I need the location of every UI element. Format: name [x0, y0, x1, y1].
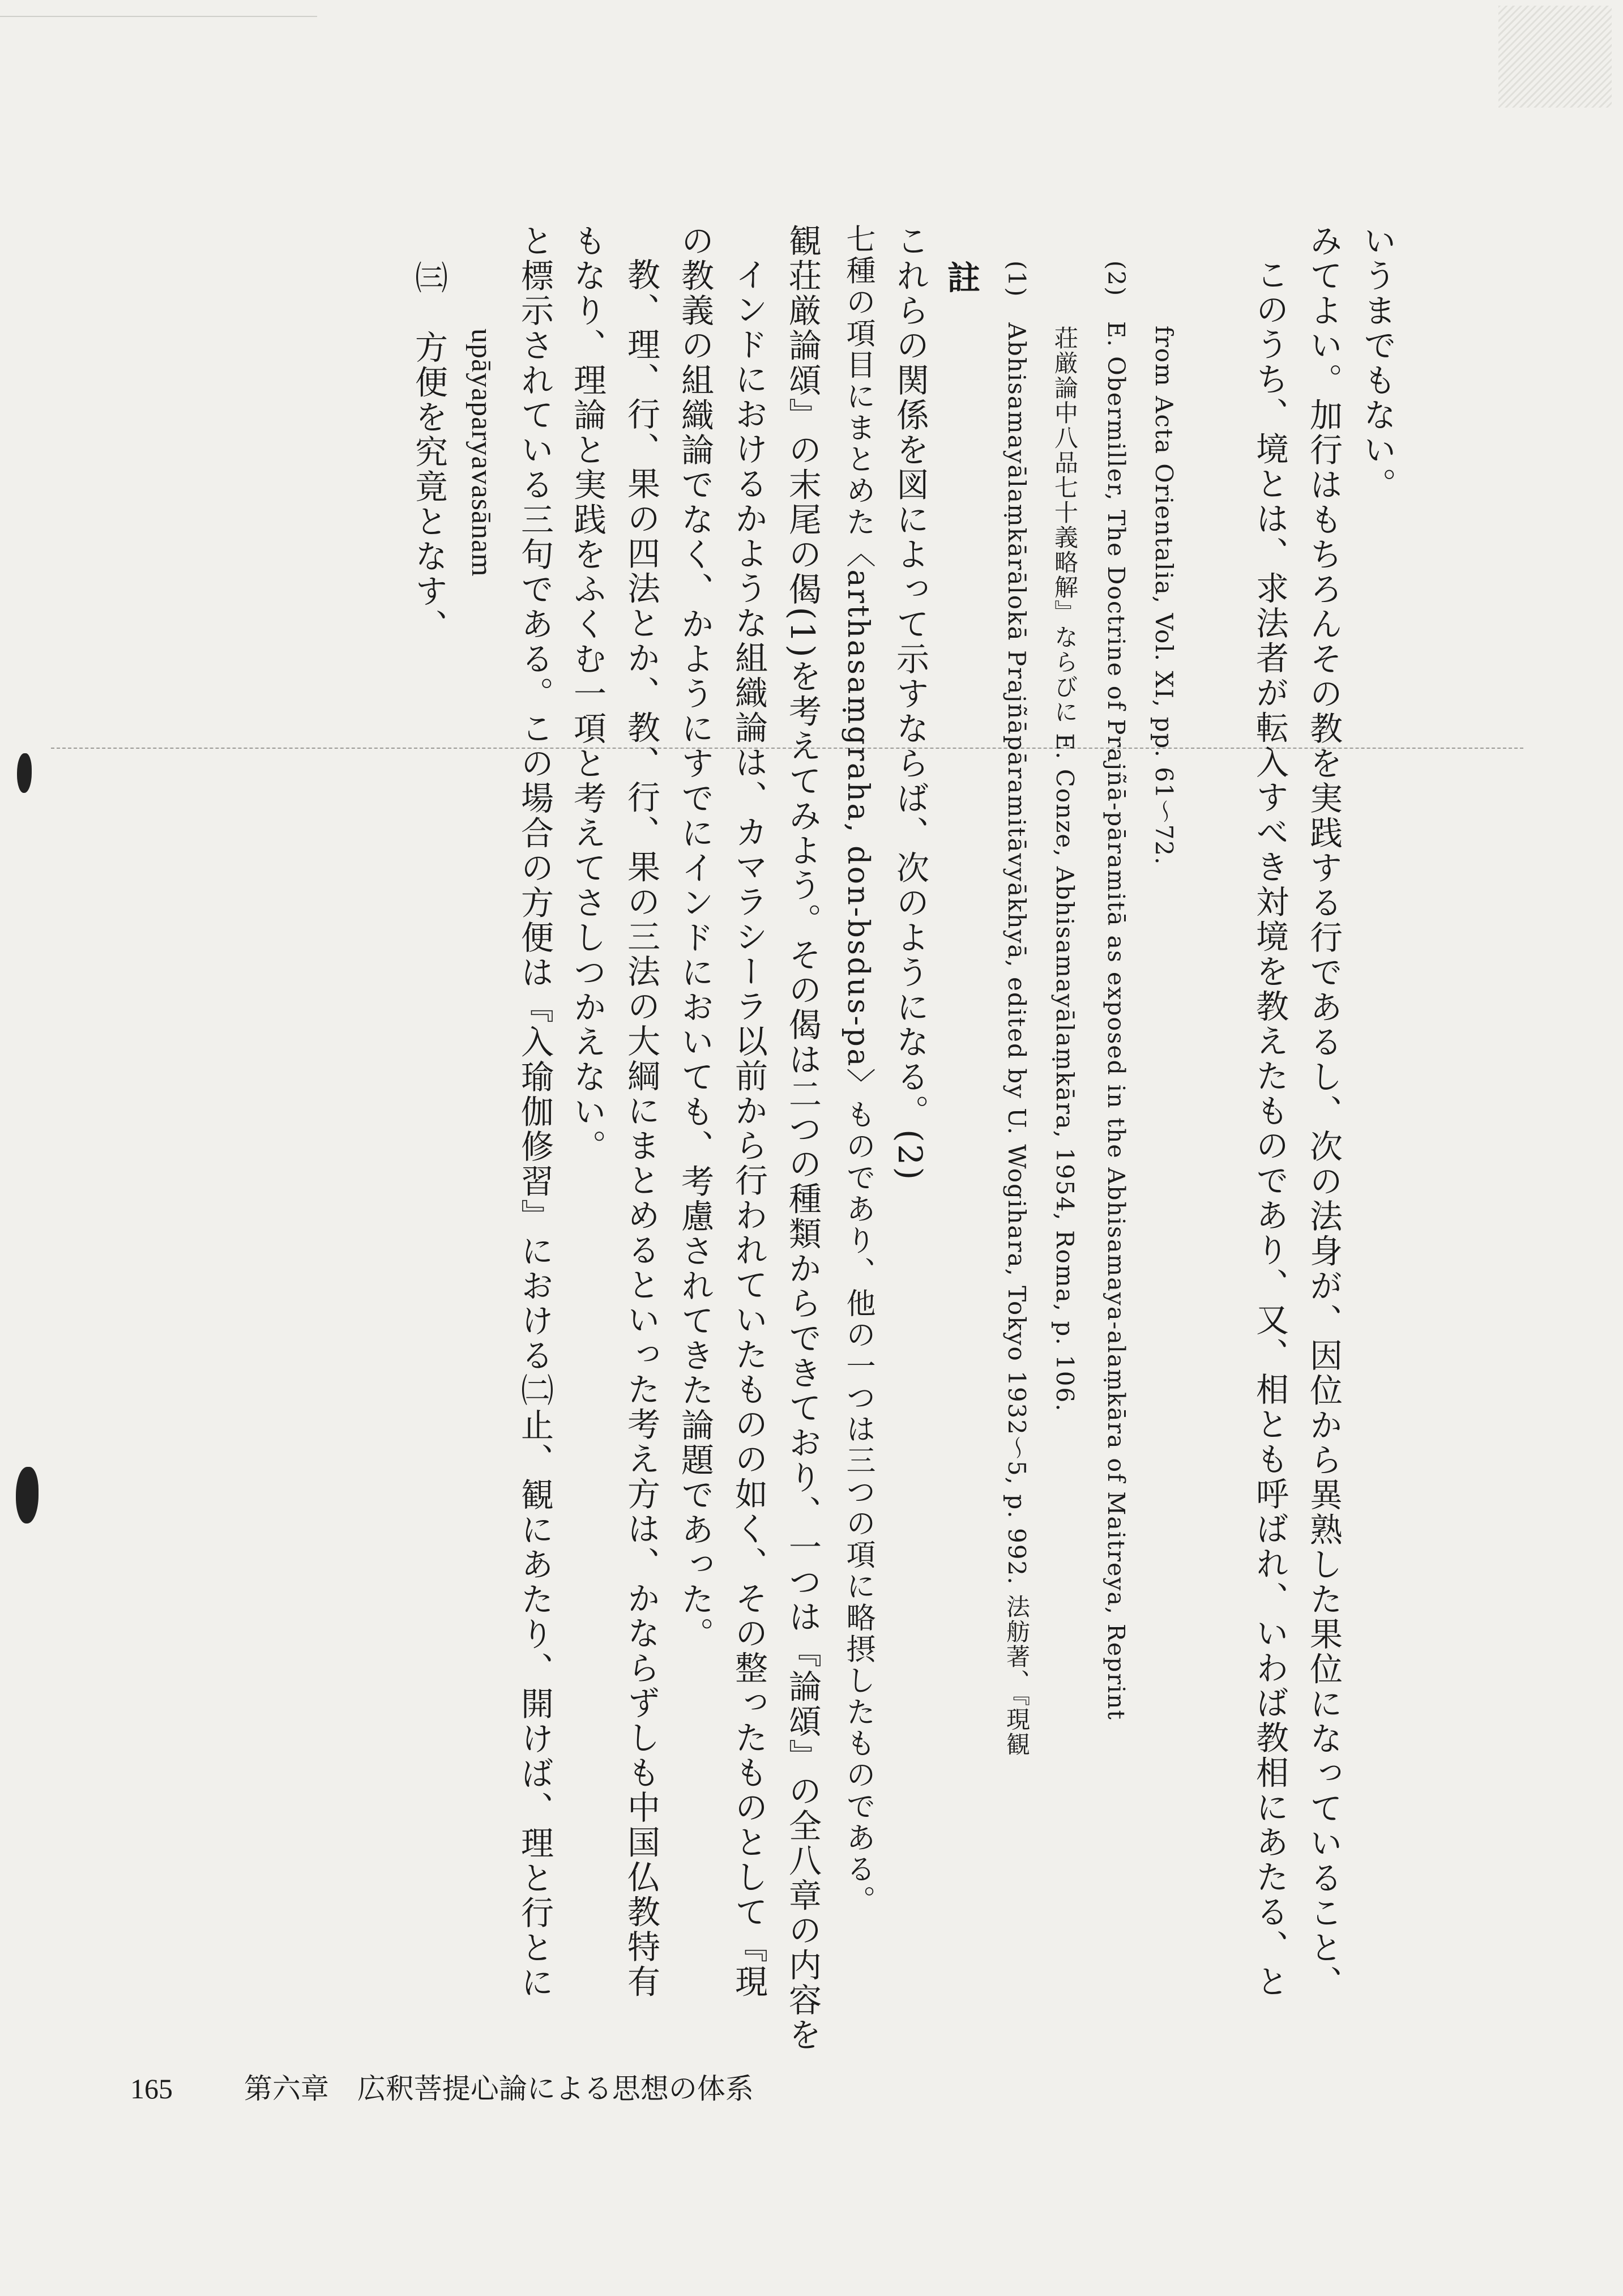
notes-heading: 註 [942, 261, 980, 296]
page-number: 165 [130, 2073, 173, 2105]
body-line: 七種の項目にまとめた〈arthasaṃgraha, don-bsdus-pa〉ものであり、他の一つは三つの項に略摂したものである。 [841, 224, 875, 1917]
page-footer [130, 2066, 754, 2107]
body-line: 観荘厳論頌』の末尾の偈(1)を考えてみよう。その偈は二つの種類からできており、一つは『論頌』の全八章の内容を [783, 224, 822, 2053]
body-line: 教、理、行、果の四法とか、教、行、果の三法の大綱にまとめるといった考え方は、かならずしも中国仏教特有 [622, 258, 660, 1999]
body-line: もなり、理論と実践をふくむ一項と考えてさしつかえない。 [568, 224, 607, 1164]
sanskrit-term: upāyaparyavasānam [465, 328, 498, 577]
footnote-1-cont: 荘厳論中八品七十義略解』ならびに E. Conze, Abhisamayālaṃkāra, 1954, Roma, p. 106. [1051, 326, 1079, 1412]
footnote-1: (1) Abhisamayālaṃkārālokā Prajñāpāramitāvyākhyā, edited by U. Wogihara, Tokyo 1932〜5, p. 992. 法舫著、『現観 [1003, 261, 1031, 1757]
scan-noise [1498, 6, 1612, 108]
heading-item-3: ㈢ 方便を究竟となす、 [409, 261, 448, 644]
footnote-2: (2) E. Obermiller, The Doctrine of Prajñā-pāramitā as exposed in the Abhisamaya-alaṃkāra of Maitreya, Reprint [1103, 261, 1130, 1721]
body-line: このうち、境とは、求法者が転入すべき対境を教えたものであり、又、相とも呼ばれ、いわば教相にあたる、と [1250, 258, 1289, 1999]
body-line: インドにおけるかような組織論は、カマラシーラ以前から行われていたものの如く、その整ったものとして『現 [729, 258, 768, 1999]
body-line: これらの関係を図によって示すならば、次のようになる。(2) [891, 224, 929, 1182]
top-rule [0, 16, 317, 17]
binding-hole-bottom [16, 1467, 39, 1523]
chapter-title: 第六章 広釈菩提心論による思想の体系 [244, 2072, 754, 2105]
body-line: の教義の組織論でなく、かようにすでにインドにおいても、考慮されてきた論題であった。 [676, 224, 714, 1652]
footnote-2-cont: from Acta Orientalia, Vol. XI, pp. 61〜72. [1150, 326, 1178, 866]
body-line: みてよい。加行はもちろんその教を実践する行であるし、次の法身が、因位から異熟した果位になっていること、 [1304, 224, 1343, 2000]
binding-hole-top [17, 753, 32, 793]
body-line: と標示されている三句である。この場合の方便は『入瑜伽修習』における㈡止、観にあたり、開けば、理と行とに [515, 224, 554, 2000]
body-line: いうまでもない。 [1358, 224, 1396, 502]
